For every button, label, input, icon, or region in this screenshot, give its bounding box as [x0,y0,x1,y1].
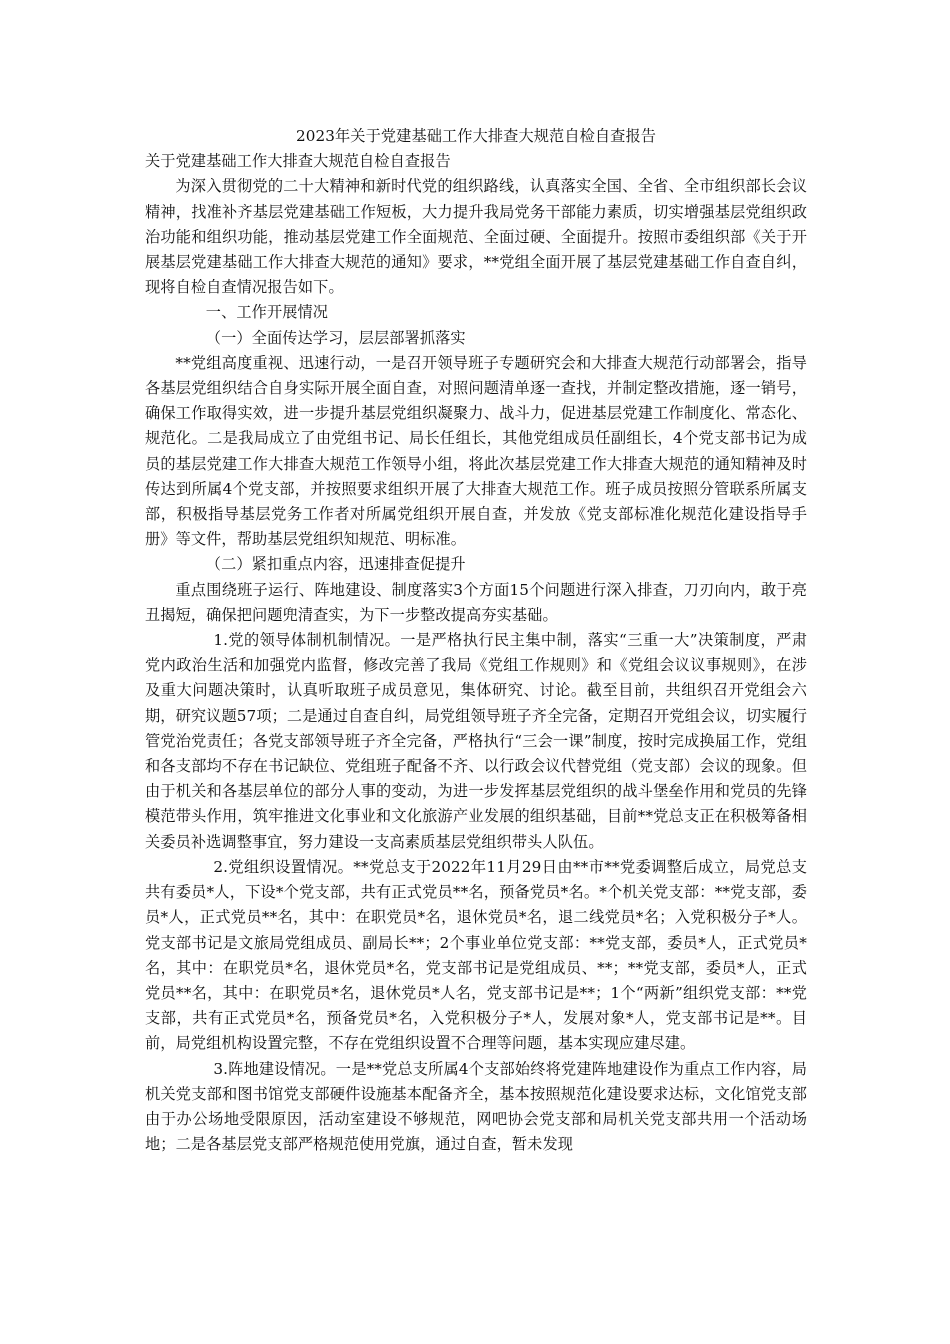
document-subtitle: 关于党建基础工作大排查大规范自检自查报告 [145,152,451,171]
subsection-body-1: **党组高度重视、迅速行动，一是召开领导班子专题研究会和大排查大规范行动部署会，指导各基层党组织结合自身实际开展全面自查，对照问题清单逐一查找，并制定整改措施，逐一销号，确保工作取得实效，进一步提升基层党组织凝聚力、战斗力，促进基层党建工作制度化、常态化、规范化。二是我局成立了由党组书记、局长任组长，其他党组成员任副组长，4个党支部书记为成员的基层党建工作大排查大规范工作领导小组，将此次基层党建工作大排查大规范的通知精神及时传达到所属4个党支部，并按照要求组织开展了大排查大规范工作。班子成员按照分管联系所属支部，积极指导基层党务工作者对所属党组织开展自查，并发放《党支部标准化规范化建设指导手册》等文件，帮助基层党组织知规范、明标准。 [145,353,807,549]
subsection-heading-1: （一）全面传达学习，层层部署抓落实 [205,328,466,347]
document-page [145,124,807,1157]
section-heading-work: 一、工作开展情况 [205,303,329,322]
item-position: 3.阵地建设情况。一是**党总支所属4个支部始终将党建阵地建设作为重点工作内容，局机关党支部和图书馆党支部硬件设施基本配备齐全，基本按照规范化建设要求达标，文化馆党支部由于办公场地受限原因，活动室建设不够规范，网吧协会党支部和局机关党支部共用一个活动场地；二是各基层党支部严格规范使用党旗，通过自查，暂未发现 [145,1059,807,1154]
subsection-body-2: 重点围绕班子运行、阵地建设、制度落实3个方面15个问题进行深入排查，刀刃向内，敢于亮丑揭短，确保把问题兜清查实，为下一步整改提高夯实基础。 [145,580,807,624]
item-leadership: 1.党的领导体制机制情况。一是严格执行民主集中制，落实“三重一大”决策制度，严肃党内政治生活和加强党内监督，修改完善了我局《党组工作规则》和《党组会议议事规则》，在涉及重大问题决策时，认真听取班子成员意见，集体研究、讨论。截至目前，共组织召开党组会六期，研究议题57项；二是通过自查自纠，局党组领导班子齐全完备，定期召开党组会议，切实履行管党治党责任；各党支部领导班子齐全完备，严格执行“三会一课”制度，按时完成换届工作，党组和各支部均不存在书记缺位、党组班子配备不齐、以行政会议代替党组（党支部）会议的现象。但由于机关和各基层单位的部分人事的变动，为进一步发挥基层党组织的战斗堡垒作用和党员的先锋模范带头作用，筑牢推进文化事业和文化旅游产业发展的组织基础，目前**党总支正在积极筹备相关委员补选调整事宜，努力建设一支高素质基层党组织带头人队伍。 [145,631,807,851]
subsection-heading-2: （二）紧扣重点内容，迅速排查促提升 [205,555,466,574]
document-title: 2023年关于党建基础工作大排查大规范自检自查报告 [295,127,657,145]
intro-paragraph: 为深入贯彻党的二十大精神和新时代党的组织路线，认真落实全国、全省、全市组织部长会议精神，找准补齐基层党建基础工作短板，大力提升我局党务干部能力素质，切实增强基层党组织政治功能和组织功能，推动基层党建工作全面规范、全面过硬、全面提升。按照市委组织部《关于开展基层党建基础工作大排查大规范的通知》要求，**党组全面开展了基层党建基础工作自查自纠，现将自检自查情况报告如下。 [145,177,807,297]
item-organization: 2.党组织设置情况。**党总支于2022年11月29日由**市**党委调整后成立，局党总支共有委员*人，下设*个党支部，共有正式党员**名，预备党员*名。*个机关党支部：**党支部，委员*人，正式党员**名，其中：在职党员*名，退休党员*名，退二线党员*名；入党积极分子*人。党支部书记是文旅局党组成员、副局长**；2个事业单位党支部：**党支部，委员*人，正式党员*名，其中：在职党员*名，退休党员*名，党支部书记是党组成员、**；**党支部，委员*人，正式党员**名，其中：在职党员*名，退休党员*人名，党支部书记是**；1个“两新”组织党支部：**党支部，共有正式党员*名，预备党员*名，入党积极分子*人，发展对象*人，党支部书记是**。目前，局党组机构设置完整，不存在党组织设置不合理等问题，基本实现应建尽建。 [145,857,807,1053]
